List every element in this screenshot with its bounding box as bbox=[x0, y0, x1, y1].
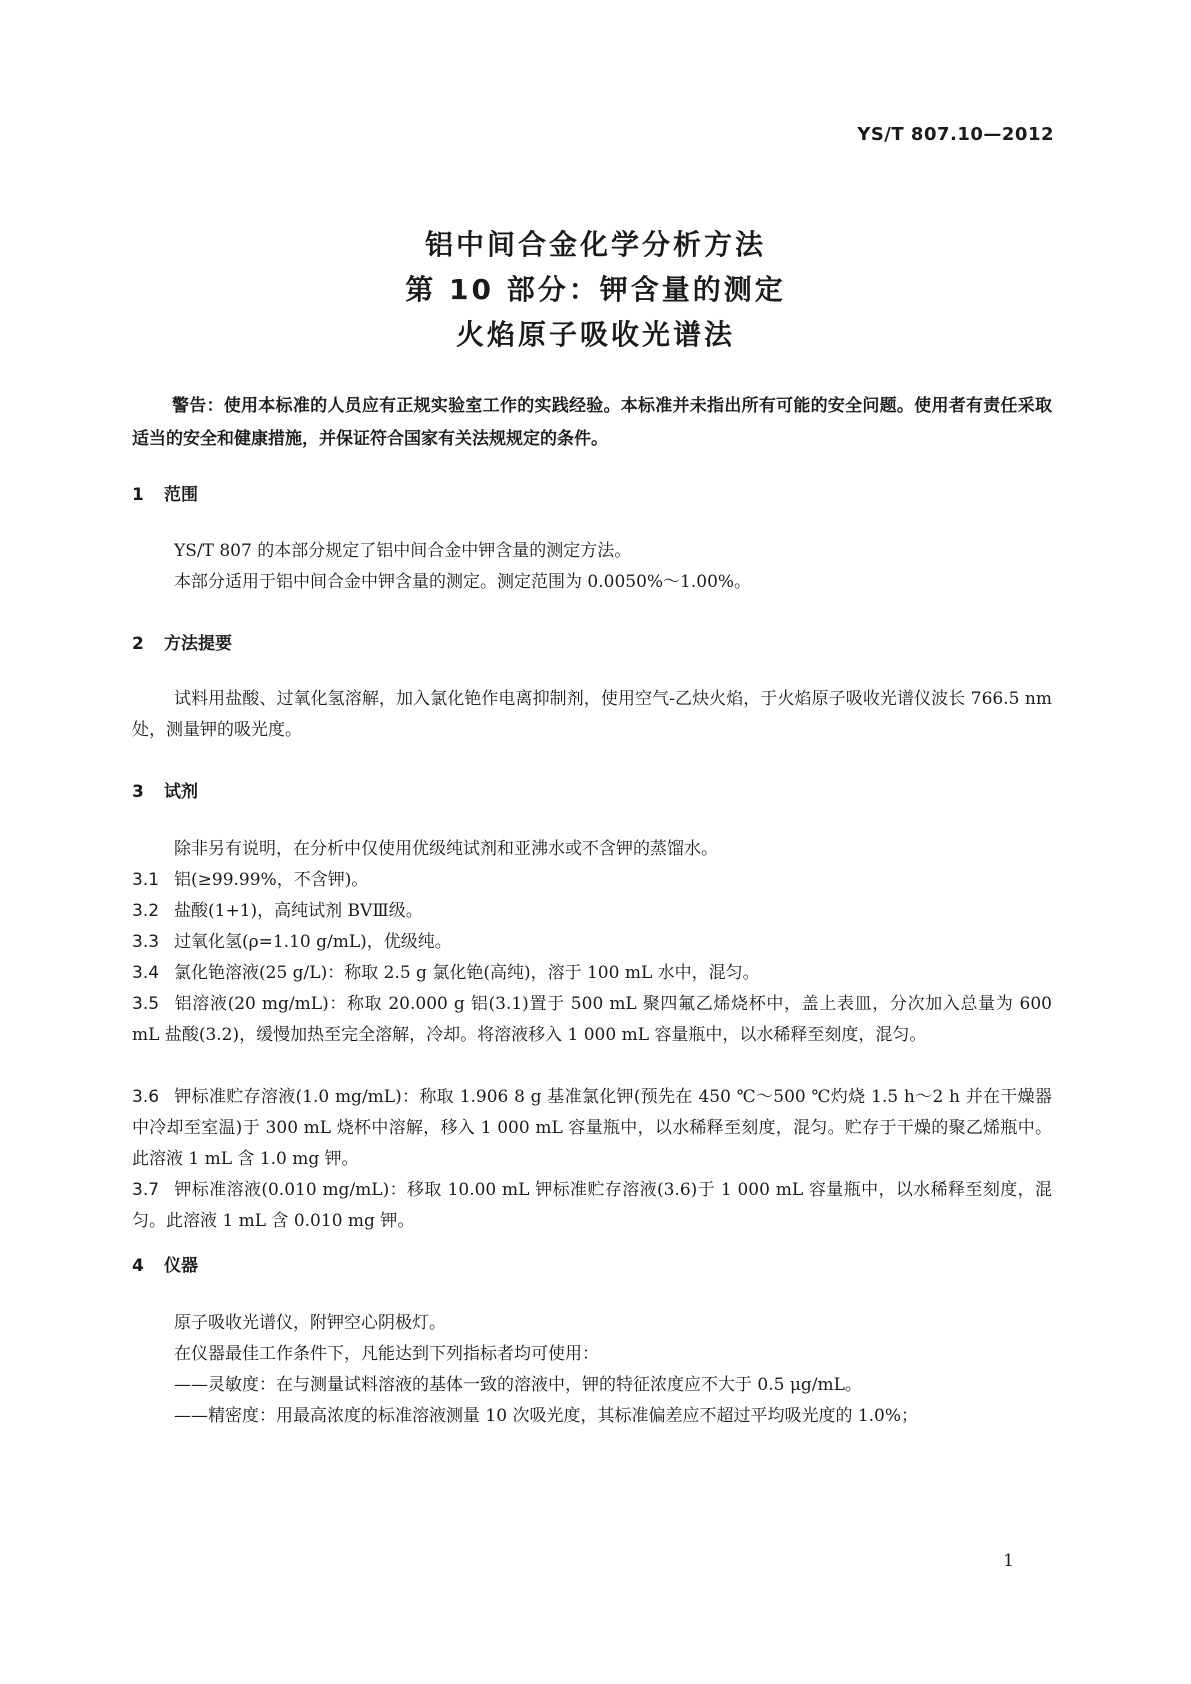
reagent-number: 3.4 bbox=[132, 963, 160, 983]
reagent-text: 钾标准贮存溶液(1.0 mg/mL)：称取 1.906 8 g 基准氯化钾(预先在 450 ℃～500 ℃灼烧 1.5 h～2 h 并在干燥器中冷却至室温)于 300 mL 烧杯中溶解，移入 1 000 mL 容量瓶中，以水稀释至刻度，混匀。贮存于干燥的聚乙烯瓶中。此溶液 1 mL 含 1.0 mg 钾。 bbox=[132, 1087, 1052, 1169]
safety-warning: 警告：使用本标准的人员应有正规实验室工作的实践经验。本标准并未指出所有可能的安全问题。使用者有责任采取适当的安全和健康措施，并保证符合国家有关法规规定的条件。 bbox=[132, 396, 1052, 449]
section-1-heading bbox=[132, 480, 198, 511]
section-1-number: 1 bbox=[132, 485, 144, 505]
section-3-heading bbox=[132, 777, 198, 808]
section-3-title: 试剂 bbox=[164, 782, 198, 802]
reagent-text: 过氧化氢(ρ=1.10 g/mL)，优级纯。 bbox=[174, 932, 452, 952]
reagent-text: 盐酸(1+1)，高纯试剂 BVⅢ级。 bbox=[174, 901, 423, 921]
section-3-intro: 除非另有说明，在分析中仅使用优级纯试剂和亚沸水或不含钾的蒸馏水。 bbox=[174, 839, 718, 859]
page-number: 1 bbox=[1003, 1551, 1014, 1571]
section-2-number: 2 bbox=[132, 634, 144, 654]
title-line-3: 火焰原子吸收光谱法 bbox=[455, 318, 735, 351]
section-1-title: 范围 bbox=[164, 485, 198, 505]
reagent-text: 铝溶液(20 mg/mL)：称取 20.000 g 铝(3.1)置于 500 mL 聚四氟乙烯烧杯中，盖上表皿，分次加入总量为 600 mL 盐酸(3.2)，缓慢加热至完全溶解，冷却。将溶液移入 1 000 mL 容量瓶中，以水稀释至刻度，混匀。 bbox=[132, 994, 1052, 1045]
document-title bbox=[0, 222, 1191, 357]
document-body bbox=[132, 396, 1052, 1544]
section-2-heading bbox=[132, 629, 232, 660]
reagent-text: 钾标准溶液(0.010 mg/mL)：移取 10.00 mL 钾标准贮存溶液(3.6)于 1 000 mL 容量瓶中，以水稀释至刻度，混匀。此溶液 1 mL 含 0.010 mg 钾。 bbox=[132, 1180, 1052, 1231]
standard-code: YS/T 807.10—2012 bbox=[857, 124, 1054, 145]
reagent-text: 氯化铯溶液(25 g/L)：称取 2.5 g 氯化铯(高纯)，溶于 100 mL 水中，混匀。 bbox=[174, 963, 760, 983]
reagent-number: 3.7 bbox=[132, 1180, 160, 1200]
reagent-text: 铝(≥99.99%，不含钾)。 bbox=[174, 870, 369, 890]
reagent-number: 3.5 bbox=[132, 994, 160, 1014]
reagent-number: 3.1 bbox=[132, 870, 160, 890]
reagent-item bbox=[132, 927, 1052, 958]
section-3-number: 3 bbox=[132, 782, 144, 802]
reagent-item bbox=[132, 1082, 1052, 1175]
section-4-title: 仪器 bbox=[164, 1256, 198, 1276]
title-line-1: 铝中间合金化学分析方法 bbox=[424, 228, 766, 261]
section-4-para-1: 原子吸收光谱仪，附钾空心阴极灯。 bbox=[174, 1313, 446, 1333]
section-4-number: 4 bbox=[132, 1256, 144, 1276]
reagent-number: 3.3 bbox=[132, 932, 160, 952]
sensitivity-requirement: ——灵敏度：在与测量试料溶液的基体一致的溶液中，钾的特征浓度应不大于 0.5 μg/mL。 bbox=[174, 1375, 862, 1395]
section-2-title: 方法提要 bbox=[164, 634, 232, 654]
reagent-item bbox=[132, 989, 1052, 1051]
reagent-item bbox=[132, 1175, 1052, 1237]
section-4-heading bbox=[132, 1251, 198, 1282]
section-4-para-2: 在仪器最佳工作条件下，凡能达到下列指标者均可使用： bbox=[174, 1344, 599, 1364]
reagent-item bbox=[132, 896, 1052, 927]
reagent-item bbox=[132, 958, 1052, 989]
reagent-number: 3.6 bbox=[132, 1087, 160, 1107]
section-1-para-2: 本部分适用于铝中间合金中钾含量的测定。测定范围为 0.0050%～1.00%。 bbox=[174, 572, 752, 592]
reagent-item bbox=[132, 865, 1052, 896]
section-1-para-1: YS/T 807 的本部分规定了铝中间合金中钾含量的测定方法。 bbox=[174, 541, 632, 561]
title-line-2: 第 10 部分：钾含量的测定 bbox=[405, 273, 786, 306]
section-2-para-1: 试料用盐酸、过氧化氢溶解，加入氯化铯作电离抑制剂，使用空气-乙炔火焰，于火焰原子吸收光谱仪波长 766.5 nm 处，测量钾的吸光度。 bbox=[132, 689, 1052, 740]
precision-requirement: ——精密度：用最高浓度的标准溶液测量 10 次吸光度，其标准偏差应不超过平均吸光度的 1.0%； bbox=[174, 1406, 919, 1426]
reagent-number: 3.2 bbox=[132, 901, 160, 921]
